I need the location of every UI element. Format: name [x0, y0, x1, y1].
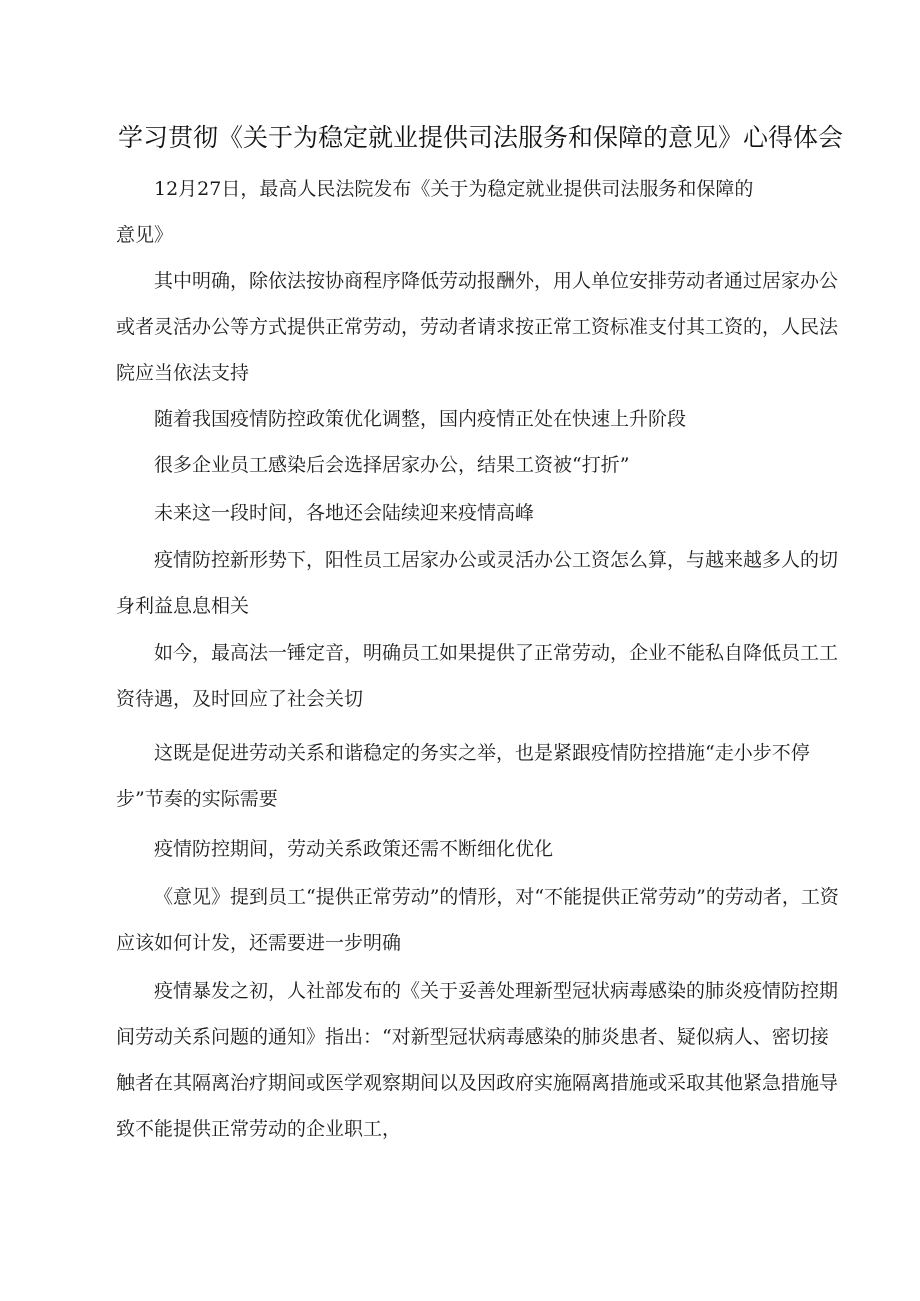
document-title: 学习贯彻《关于为稳定就业提供司法服务和保障的意见》心得体会 — [118, 123, 844, 152]
paragraph: 12月27日，最高人民法院发布《关于为稳定就业提供司法服务和保障的意见》 — [116, 178, 754, 246]
paragraph: 疫情暴发之初，人社部发布的《关于妥善处理新型冠状病毒感染的肺炎疫情防控期间劳动关系问题的通知》指出：“对新型冠状病毒感染的肺炎患者、疑似病人、密切接触者在其隔离治疗期间或医学观察期间以及因政府实施隔离措施或采取其他紧急措施导致不能提供正常劳动的企业职工， — [116, 980, 839, 1140]
paragraph: 很多企业员工感染后会选择居家办公，结果工资被“打折” — [154, 454, 630, 476]
paragraph: 疫情防控期间，劳动关系政策还需不断细化优化 — [154, 838, 554, 860]
paragraph: 其中明确，除依法按协商程序降低劳动报酬外，用人单位安排劳动者通过居家办公或者灵活办公等方式提供正常劳动，劳动者请求按正常工资标准支付其工资的，人民法院应当依法支持 — [116, 270, 839, 384]
paragraph: 《意见》提到员工“提供正常劳动”的情形，对“不能提供正常劳动”的劳动者，工资应该如何计发，还需要进一步明确 — [116, 886, 839, 954]
paragraph: 疫情防控新形势下，阳性员工居家办公或灵活办公工资怎么算，与越来越多人的切身利益息息相关 — [116, 549, 839, 617]
paragraph: 这既是促进劳动关系和谐稳定的务实之举，也是紧跟疫情防控措施“走小步不停步”节奏的实际需要 — [116, 742, 810, 810]
paragraph: 随着我国疫情防控政策优化调整，国内疫情正处在快速上升阶段 — [154, 408, 687, 430]
paragraph: 如今，最高法一锤定音，明确员工如果提供了正常劳动，企业不能私自降低员工工资待遇，及时回应了社会关切 — [116, 642, 839, 710]
paragraph: 未来这一段时间，各地还会陆续迎来疫情高峰 — [154, 502, 535, 524]
